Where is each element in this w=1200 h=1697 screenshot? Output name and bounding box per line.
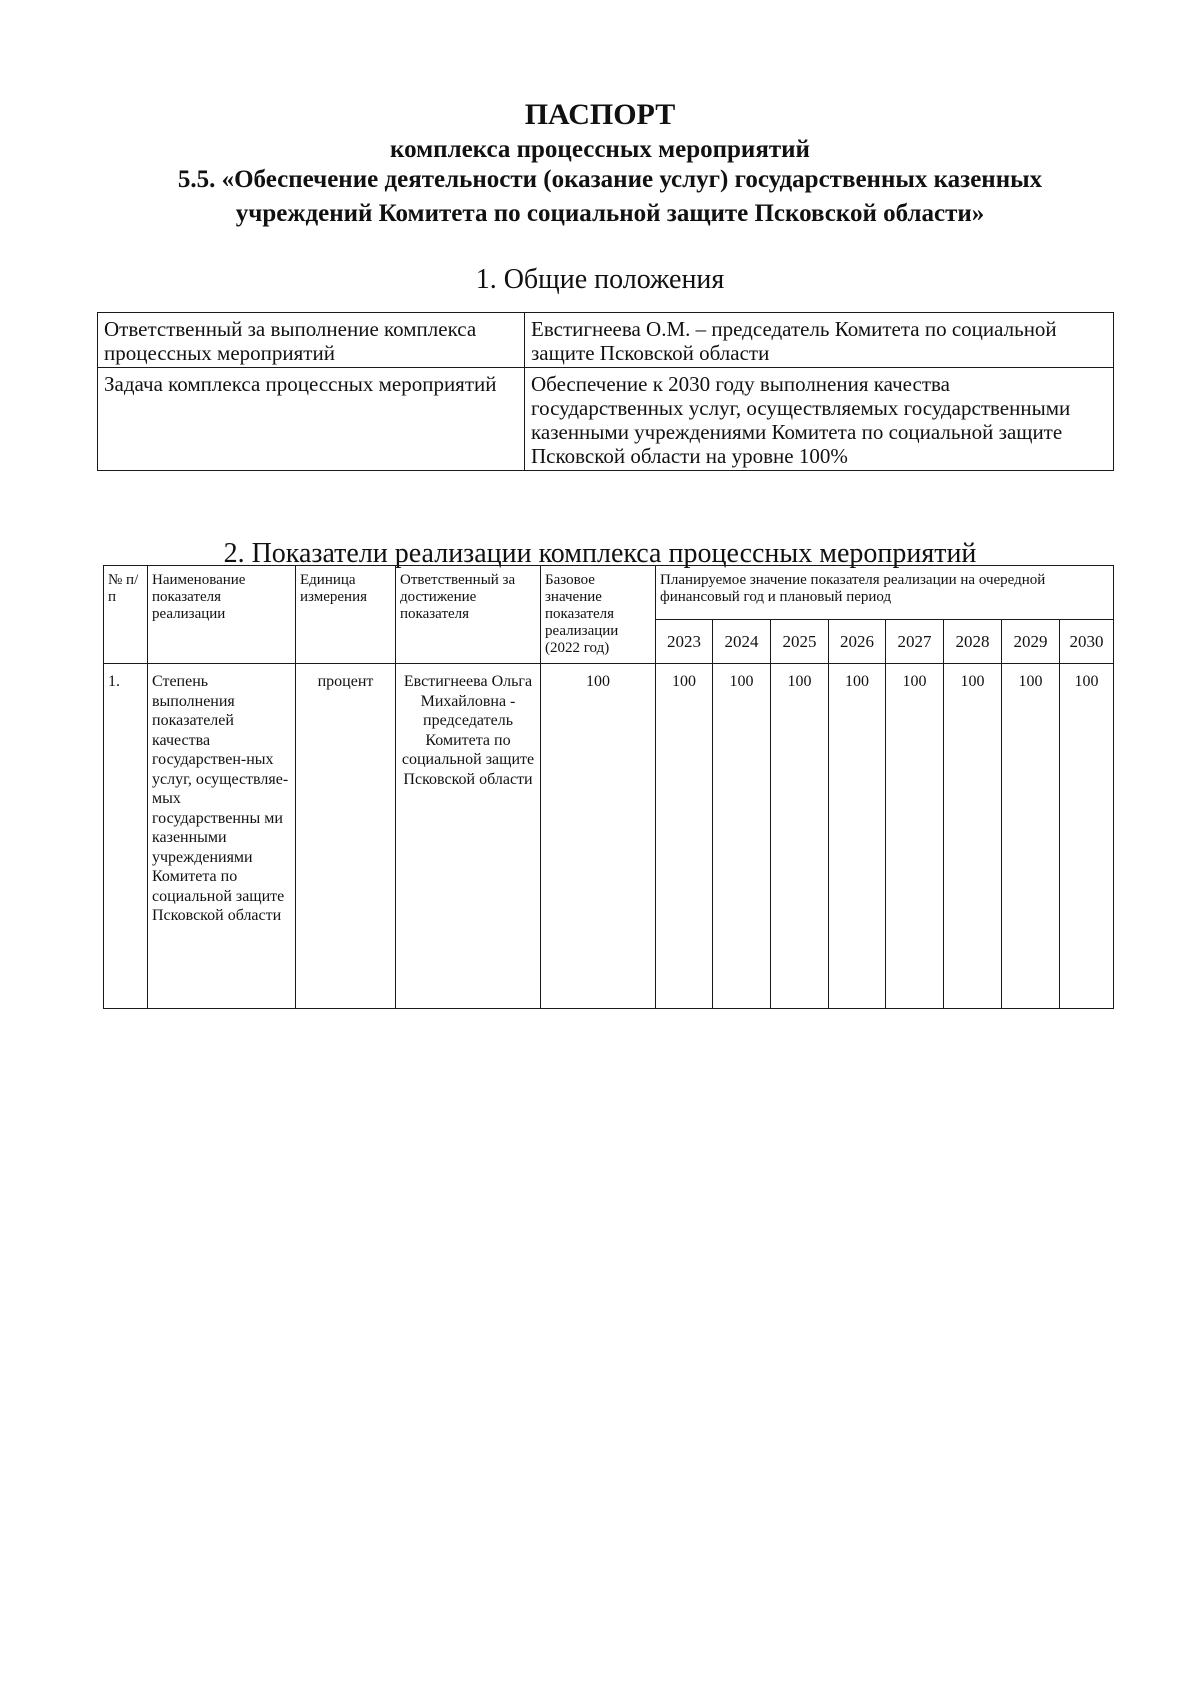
responsible-label: Ответственный за выполнение комплекса процессных мероприятий (98, 313, 525, 368)
indicator-base-value: 100 (541, 664, 656, 1009)
indicator-year-value: 100 (771, 664, 829, 1009)
row-num: 1. (104, 664, 148, 1009)
indicator-year-value: 100 (656, 664, 713, 1009)
indicator-responsible: Евстигнеева Ольга Михайловна - председатель Комитета по социальной защите Псковской области (396, 664, 541, 1009)
table-row (98, 313, 1114, 368)
header-year: 2026 (829, 620, 886, 664)
header-year: 2024 (713, 620, 771, 664)
complex-name-line-2: учреждений Комитета по социальной защите Псковской области» (235, 200, 985, 227)
header-num: № п/п (104, 566, 148, 664)
table-header-row (104, 566, 1114, 620)
header-unit: Единица измерения (296, 566, 396, 664)
task-value: Обеспечение к 2030 году выполнения качества государственных услуг, осуществляемых государственными казенными учреждениями Комитета по социальной защите Псковской области на уровне 100% (525, 368, 1114, 471)
header-year: 2028 (944, 620, 1002, 664)
header-year: 2027 (886, 620, 944, 664)
header-year: 2029 (1002, 620, 1060, 664)
indicator-year-value: 100 (886, 664, 944, 1009)
responsible-value: Евстигнеева О.М. – председатель Комитета по социальной защите Псковской области (525, 313, 1114, 368)
section-1-heading: 1. Общие положения (475, 264, 725, 295)
indicator-year-value: 100 (1060, 664, 1114, 1009)
indicators-table (103, 565, 1114, 1009)
document-subtitle: комплекса процессных мероприятий (390, 136, 810, 163)
indicator-year-value: 100 (944, 664, 1002, 1009)
indicator-unit: процент (296, 664, 396, 1009)
indicator-year-value: 100 (829, 664, 886, 1009)
indicator-year-value: 100 (1002, 664, 1060, 1009)
header-planned-value: Планируемое значение показателя реализации на очередной финансовый год и плановый период (656, 566, 1114, 620)
task-label: Задача комплекса процессных мероприятий (98, 368, 525, 471)
document-title: ПАСПОРТ (524, 98, 676, 131)
indicator-year-value: 100 (713, 664, 771, 1009)
header-year: 2025 (771, 620, 829, 664)
table-row (104, 664, 1114, 1009)
indicator-name: Степень выполнения показателей качества государствен-ных услуг, осуществляе-мых государственны ми казенными учреждениями Комитета по социальной защите Псковской области (148, 664, 296, 1009)
table-row (98, 368, 1114, 471)
section-2-heading: 2. Показатели реализации комплекса процессных мероприятий (223, 538, 977, 569)
complex-name-line-1: 5.5. «Обеспечение деятельности (оказание услуг) государственных казенных (177, 166, 1043, 193)
header-responsible: Ответственный за достижение показателя (396, 566, 541, 664)
header-base-value: Базовое значение показателя реализации (2022 год) (541, 566, 656, 664)
header-year: 2023 (656, 620, 713, 664)
general-provisions-table (97, 312, 1114, 471)
header-year: 2030 (1060, 620, 1114, 664)
header-name: Наименование показателя реализации (148, 566, 296, 664)
